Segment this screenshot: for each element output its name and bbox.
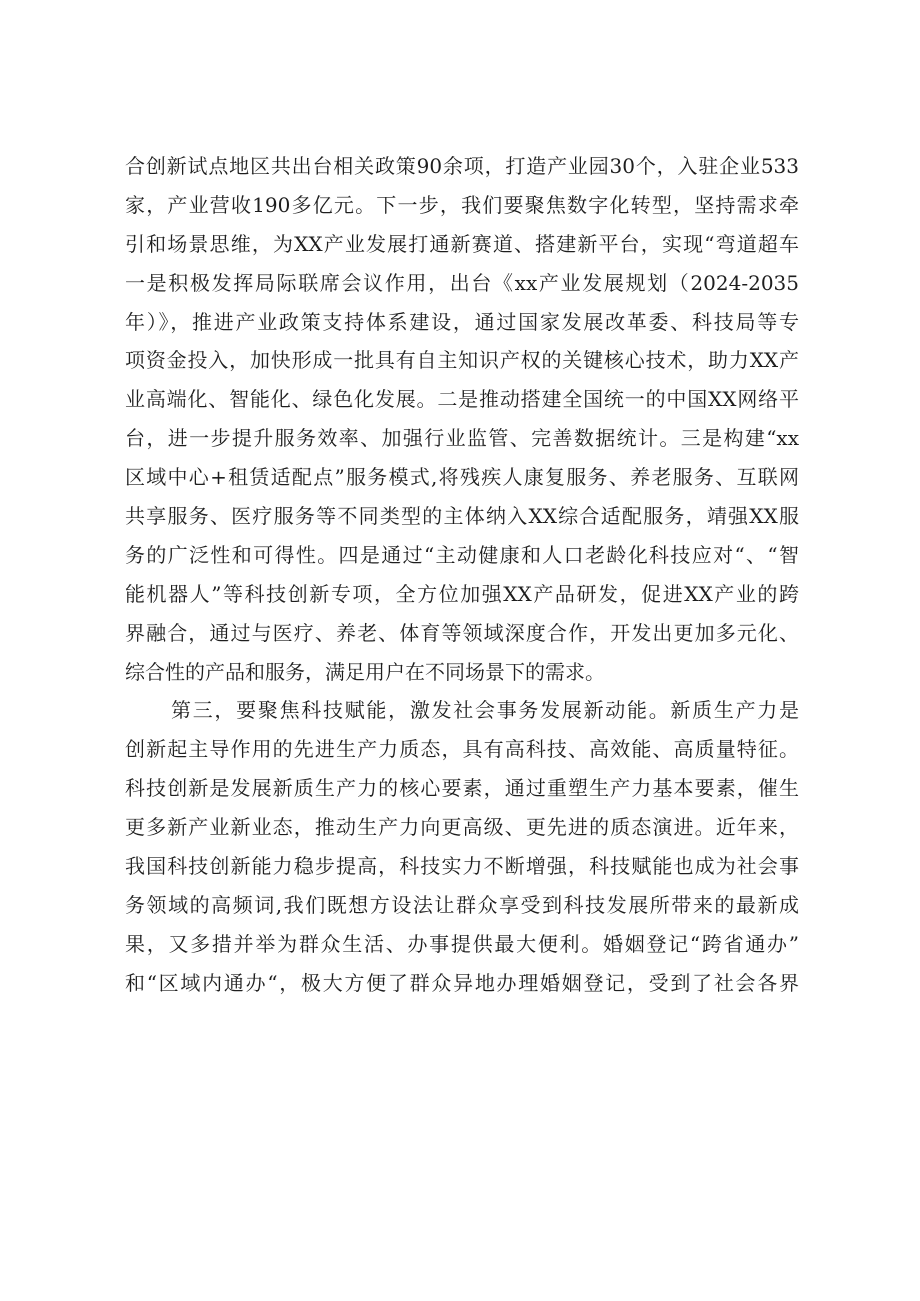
paragraph-line: 科技创新是发展新质生产力的核心要素，通过重塑生产力基本要素，催生: [125, 776, 799, 801]
paragraph-line: 果，又多措并举为群众生活、办事提供最大便利。婚姻登记“跨省通办”: [125, 931, 799, 956]
paragraph-1: [125, 147, 799, 691]
paragraph-line: 务领域的高频词,我们既想方设法让群众享受到科技发展所带来的最新成: [125, 892, 799, 917]
paragraph-line: 项资金投入，加快形成一批具有自主知识产权的关键核心技术，助力XX产: [125, 348, 799, 373]
paragraph-line: 一是积极发挥局际联席会议作用，出台《xx产业发展规划（2024-2035: [125, 270, 799, 295]
paragraph-line: 综合性的产品和服务，满足用户在不同场景下的需求。: [125, 659, 605, 684]
paragraph-line: 第三，要聚焦科技赋能，激发社会事务发展新动能。新质生产力是: [171, 698, 799, 723]
paragraph-line: 业高端化、智能化、绿色化发展。二是推动搭建全国统一的中国XX网络平: [125, 387, 799, 412]
paragraph-line: 共享服务、医疗服务等不同类型的主体纳入XX综合适配服务，靖强XX服: [125, 504, 799, 529]
paragraph-line: 我国科技创新能力稳步提高，科技实力不断增强，科技赋能也成为社会事: [125, 854, 799, 879]
paragraph-line: 合创新试点地区共出台相关政策90余项，打造产业园30个，入驻企业533: [125, 154, 799, 178]
paragraph-line: 家，产业营收190多亿元。下一步，我们要聚焦数字化转型，坚持需求牵: [125, 192, 799, 217]
paragraph-line: 能机器人”等科技创新专项，全方位加强XX产品研发，促进XX产业的跨: [125, 581, 799, 606]
paragraph-line: 界融合，通过与医疗、养老、体育等领域深度合作，开发出更加多元化、: [125, 620, 799, 645]
paragraph-line: 引和场景思维，为XX产业发展打通新赛道、搭建新平台，实现“弯道超车: [125, 231, 799, 256]
paragraph-2: [125, 691, 799, 1002]
paragraph-line: 务的广泛性和可得性。四是通过“主动健康和人口老龄化科技应对“、“智: [125, 542, 799, 567]
paragraph-line: 创新起主导作用的先进生产力质态，具有高科技、高效能、高质量特征。: [125, 737, 799, 762]
paragraph-line: 台，进一步提升服务效率、加强行业监管、完善数据统计。三是构建“xx: [125, 426, 799, 451]
paragraph-line: 和“区域内通办“，极大方便了群众异地办理婚姻登记，受到了社会各界: [125, 970, 799, 995]
paragraph-line: 更多新产业新业态，推动生产力向更高级、更先进的质态演进。近年来，: [125, 815, 799, 840]
paragraph-line: 区域中心+租赁适配点”服务模式,将残疾人康复服务、养老服务、互联网: [125, 465, 799, 490]
document-body: [125, 147, 799, 1003]
paragraph-line: 年）》，推进产业政策支持体系建设，通过国家发展改革委、科技局等专: [125, 309, 799, 334]
